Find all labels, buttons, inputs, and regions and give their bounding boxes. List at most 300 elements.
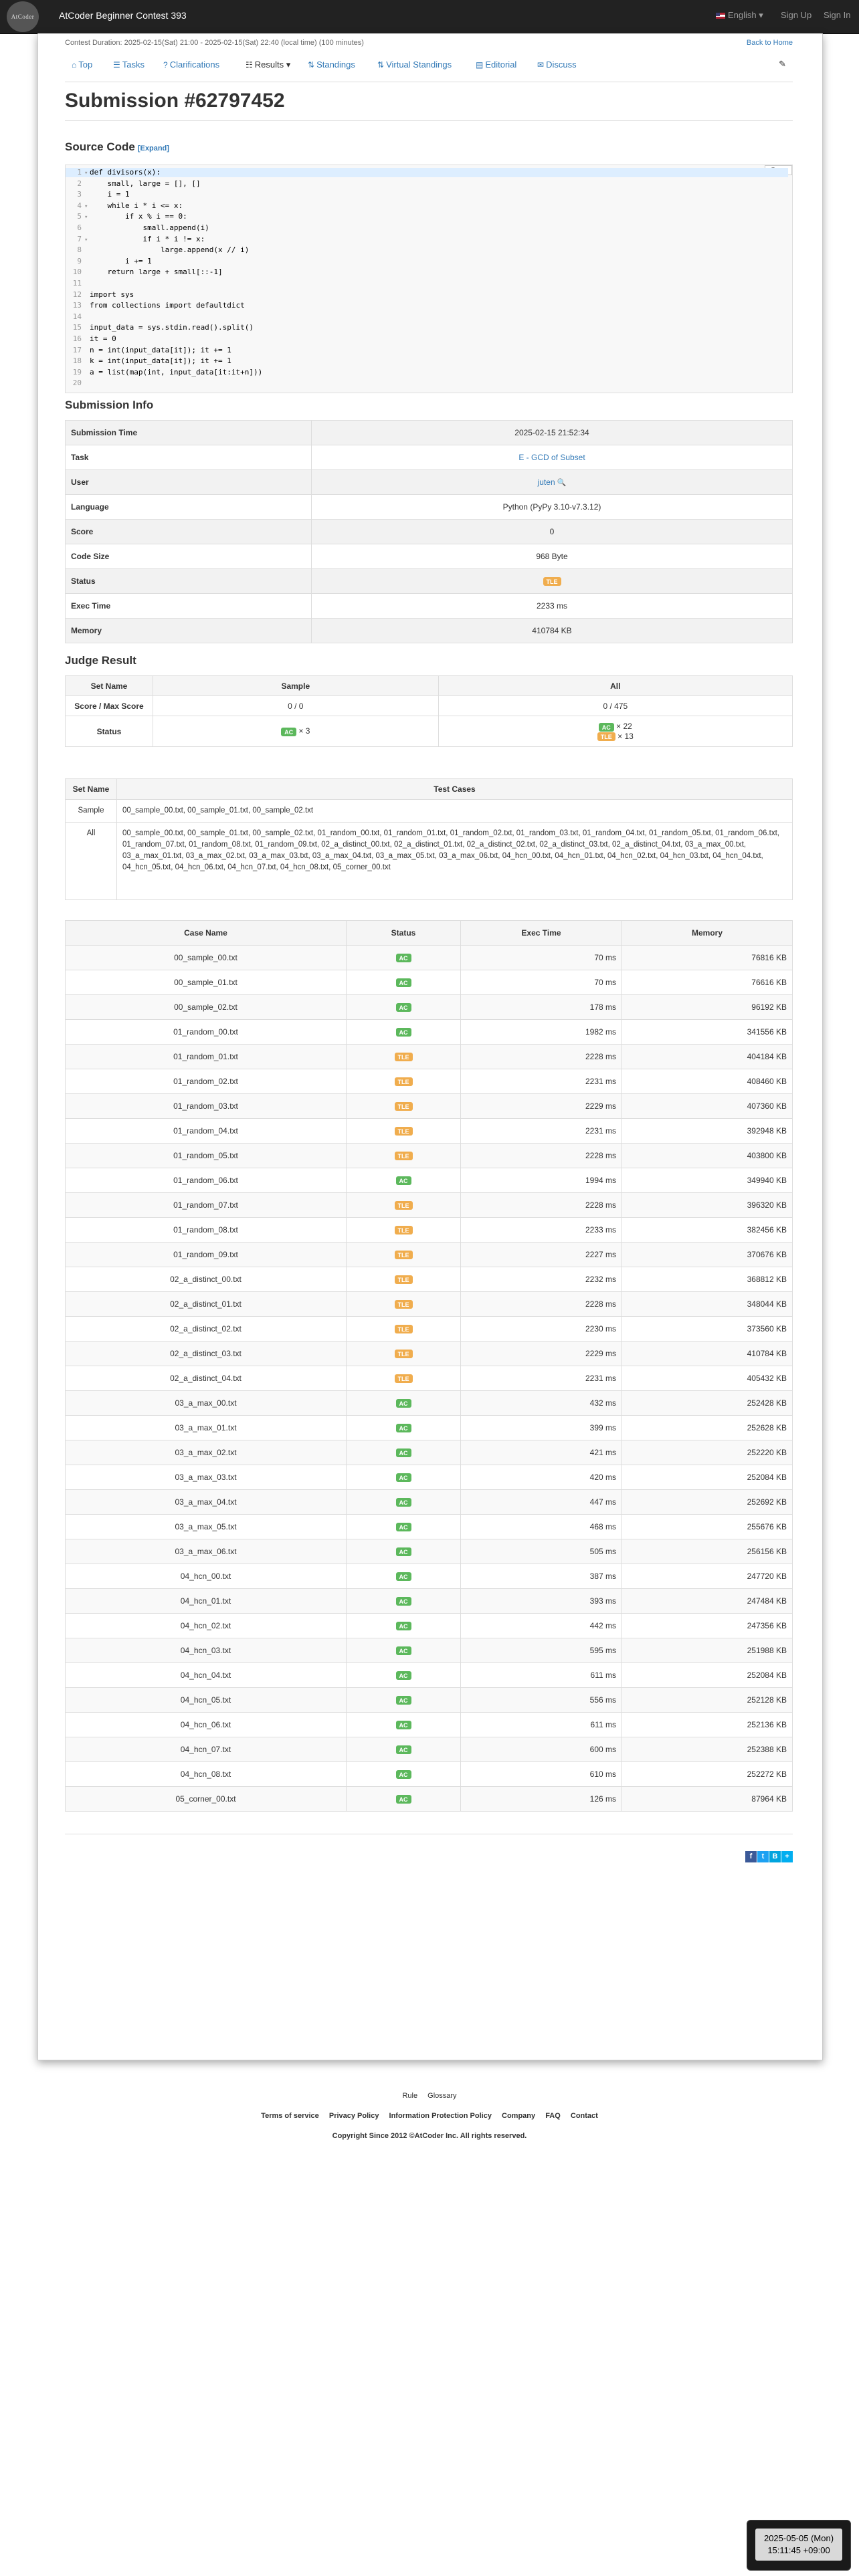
code-line <box>66 346 788 355</box>
case-name: 04_hcn_03.txt <box>66 1638 347 1663</box>
table-row <box>66 1490 793 1515</box>
table-row <box>66 1440 793 1465</box>
line-number: 13 <box>72 301 82 310</box>
status-badge: AC <box>599 723 614 732</box>
footer-link-terms[interactable]: Terms of service <box>261 2112 319 2120</box>
question-icon: ? <box>163 60 168 70</box>
code-text: k = int(input_data[it]); it += 1 <box>90 356 231 366</box>
exec-time: 2228 ms <box>461 1292 622 1317</box>
line-number: 18 <box>72 356 82 366</box>
case-name: 03_a_max_02.txt <box>66 1440 347 1465</box>
status-count: × 3 <box>298 726 310 736</box>
fold-icon[interactable]: ▾ <box>84 236 88 243</box>
table-row <box>66 1787 793 1812</box>
info-row <box>66 619 793 643</box>
case-status <box>347 1787 461 1812</box>
status-badge: AC <box>396 1572 411 1581</box>
code-line <box>66 245 788 255</box>
status-badge: AC <box>396 1003 411 1012</box>
tab-results[interactable]: ☷ Results ▾ <box>246 60 291 70</box>
case-status <box>347 1119 461 1144</box>
score-label: Score / Max Score <box>66 696 153 716</box>
case-status <box>347 1713 461 1737</box>
table-row <box>66 1144 793 1168</box>
sign-in-link[interactable]: Sign In <box>824 10 851 20</box>
footer-link-faq[interactable]: FAQ <box>545 2112 561 2120</box>
memory: 392948 KB <box>622 1119 793 1144</box>
table-row <box>66 946 793 970</box>
search-icon[interactable]: 🔍 <box>555 479 567 487</box>
sort-icon: ⇅ <box>308 60 315 70</box>
hatena-share-icon[interactable]: B <box>769 1851 781 1862</box>
case-status <box>347 995 461 1020</box>
code-line <box>66 301 788 310</box>
line-number: 5 <box>77 212 82 221</box>
fold-icon[interactable]: ▾ <box>84 203 88 210</box>
case-status <box>347 1663 461 1688</box>
status-badge: TLE <box>395 1077 413 1086</box>
status-badge: TLE <box>395 1053 413 1061</box>
info-value: Python (PyPy 3.10-v7.3.12) <box>312 495 793 520</box>
case-name: 04_hcn_00.txt <box>66 1564 347 1589</box>
exec-time: 505 ms <box>461 1539 622 1564</box>
case-name: 01_random_06.txt <box>66 1168 347 1193</box>
exec-time: 421 ms <box>461 1440 622 1465</box>
footer-link-glossary[interactable]: Glossary <box>427 2092 457 2100</box>
case-status <box>347 946 461 970</box>
table-row <box>66 1713 793 1737</box>
pin-icon[interactable]: ✎ <box>779 59 786 69</box>
status-badge: AC <box>396 1770 411 1779</box>
status-badge: AC <box>396 1696 411 1705</box>
info-value: 968 Byte <box>312 544 793 569</box>
info-label: Exec Time <box>66 594 312 619</box>
memory: 341556 KB <box>622 1020 793 1045</box>
info-label: Score <box>66 520 312 544</box>
share-buttons <box>745 1850 793 1862</box>
code-text: while i * i <= x: <box>90 201 183 210</box>
test-case-sets-table <box>65 778 793 900</box>
contest-title-link[interactable]: AtCoder Beginner Contest 393 <box>59 10 187 21</box>
status-badge: TLE <box>395 1251 413 1259</box>
all-score: 0 / 475 <box>438 696 792 716</box>
case-name: 04_hcn_02.txt <box>66 1614 347 1638</box>
case-status <box>347 1391 461 1416</box>
case-status <box>347 1045 461 1069</box>
status-badge: AC <box>396 1448 411 1457</box>
exec-time: 1982 ms <box>461 1020 622 1045</box>
status-badge: AC <box>396 1795 411 1804</box>
exec-time: 2228 ms <box>461 1045 622 1069</box>
code-line <box>66 356 788 366</box>
code-text: import sys <box>90 290 134 299</box>
status-count: × 22 <box>616 722 632 732</box>
fold-icon[interactable]: ▾ <box>84 214 88 221</box>
line-number: 19 <box>72 367 82 377</box>
exec-time: 70 ms <box>461 970 622 995</box>
code-line <box>66 290 788 300</box>
user-link[interactable]: juten <box>537 477 555 487</box>
case-name: 03_a_max_06.txt <box>66 1539 347 1564</box>
exec-time: 556 ms <box>461 1688 622 1713</box>
memory: 247720 KB <box>622 1564 793 1589</box>
case-name: 01_random_01.txt <box>66 1045 347 1069</box>
case-status <box>347 970 461 995</box>
exec-time: 70 ms <box>461 946 622 970</box>
date-text: 2025-05-05 (Mon) <box>763 2533 834 2543</box>
line-number: 4 <box>77 201 82 210</box>
case-name: 01_random_03.txt <box>66 1094 347 1119</box>
twitter-share-icon[interactable]: t <box>757 1851 769 1862</box>
add-share-icon[interactable]: + <box>781 1851 793 1862</box>
case-name: 01_random_07.txt <box>66 1193 347 1218</box>
line-number: 17 <box>72 345 82 354</box>
code-text: small, large = [], [] <box>90 179 201 188</box>
memory: 252272 KB <box>622 1762 793 1787</box>
code-text: small.append(i) <box>90 223 209 232</box>
memory: 252388 KB <box>622 1737 793 1762</box>
memory: 348044 KB <box>622 1292 793 1317</box>
memory: 407360 KB <box>622 1094 793 1119</box>
line-number: 14 <box>72 312 82 321</box>
table-row <box>66 970 793 995</box>
footer-link-rule[interactable]: Rule <box>402 2092 418 2100</box>
line-number: 9 <box>77 256 82 265</box>
time-text: 15:11:45 +09:00 <box>767 2545 830 2555</box>
code-line <box>66 212 788 221</box>
case-status <box>347 1144 461 1168</box>
exec-time: 2229 ms <box>461 1094 622 1119</box>
divider <box>65 120 793 121</box>
case-status <box>347 1638 461 1663</box>
footer-link-contact[interactable]: Contact <box>570 2112 598 2120</box>
exec-time: 2231 ms <box>461 1366 622 1391</box>
case-name: 02_a_distinct_04.txt <box>66 1366 347 1391</box>
table-row <box>66 1317 793 1341</box>
info-value <box>312 569 793 594</box>
status-badge: AC <box>396 1646 411 1655</box>
code-text: return large + small[::-1] <box>90 267 223 277</box>
memory: 349940 KB <box>622 1168 793 1193</box>
memory: 405432 KB <box>622 1366 793 1391</box>
table-row <box>66 1341 793 1366</box>
memory: 382456 KB <box>622 1218 793 1243</box>
copyright: Copyright Since 2012 ©AtCoder Inc. All rights reserved. <box>332 2132 527 2140</box>
exec-time: 420 ms <box>461 1465 622 1490</box>
case-status <box>347 1218 461 1243</box>
code-line <box>66 257 788 266</box>
memory: 404184 KB <box>622 1045 793 1069</box>
code-text: i = 1 <box>90 190 130 199</box>
exec-time: 611 ms <box>461 1663 622 1688</box>
exec-time: 2232 ms <box>461 1267 622 1292</box>
info-label: Memory <box>66 619 312 643</box>
tab-virtual-standings[interactable]: ⇅ Virtual Standings <box>377 60 452 70</box>
line-number: 12 <box>72 290 82 299</box>
case-status <box>347 1366 461 1391</box>
case-status <box>347 1440 461 1465</box>
time-display <box>755 2529 842 2561</box>
case-name: 04_hcn_06.txt <box>66 1713 347 1737</box>
case-status <box>347 1737 461 1762</box>
case-name: 02_a_distinct_01.txt <box>66 1292 347 1317</box>
line-number: 10 <box>72 267 82 277</box>
case-name: 01_random_02.txt <box>66 1069 347 1094</box>
source-code-heading: Source Code [Expand] <box>65 140 169 153</box>
case-name: 01_random_08.txt <box>66 1218 347 1243</box>
exec-time: 468 ms <box>461 1515 622 1539</box>
info-row <box>66 421 793 445</box>
code-text: large.append(x // i) <box>90 245 250 255</box>
status-badge: TLE <box>395 1152 413 1160</box>
case-status <box>347 1762 461 1787</box>
memory: 403800 KB <box>622 1144 793 1168</box>
memory: 368812 KB <box>622 1267 793 1292</box>
case-status <box>347 1614 461 1638</box>
table-header: All <box>438 676 792 696</box>
exec-time: 126 ms <box>461 1787 622 1812</box>
exec-time: 2231 ms <box>461 1069 622 1094</box>
status-badge: TLE <box>395 1226 413 1235</box>
info-value: 410784 KB <box>312 619 793 643</box>
table-row <box>66 1416 793 1440</box>
memory: 252136 KB <box>622 1713 793 1737</box>
line-number: 15 <box>72 323 82 332</box>
table-row <box>66 1638 793 1663</box>
status-badge: TLE <box>395 1350 413 1358</box>
code-line <box>66 323 788 332</box>
list-icon: ☰ <box>113 60 120 70</box>
exec-time: 2227 ms <box>461 1243 622 1267</box>
case-status <box>347 1267 461 1292</box>
code-text: n = int(input_data[it]); it += 1 <box>90 345 231 354</box>
case-name: 04_hcn_07.txt <box>66 1737 347 1762</box>
exec-time: 2233 ms <box>461 1218 622 1243</box>
status-badge: AC <box>396 1473 411 1482</box>
table-header: Case Name <box>66 921 347 946</box>
status-badge: AC <box>396 1671 411 1680</box>
info-value: 2233 ms <box>312 594 793 619</box>
sort-icon: ⇅ <box>377 60 385 70</box>
code-line <box>66 179 788 189</box>
sample-status <box>153 716 439 747</box>
info-row <box>66 544 793 569</box>
table-header: Exec Time <box>461 921 622 946</box>
sign-up-link[interactable]: Sign Up <box>781 10 812 20</box>
table-row <box>66 1515 793 1539</box>
footer-link-company[interactable]: Company <box>502 2112 536 2120</box>
memory: 396320 KB <box>622 1193 793 1218</box>
exec-time: 611 ms <box>461 1713 622 1737</box>
exec-time: 595 ms <box>461 1638 622 1663</box>
case-name: 04_hcn_05.txt <box>66 1688 347 1713</box>
case-status <box>347 1341 461 1366</box>
status-badge: AC <box>396 1547 411 1556</box>
memory: 410784 KB <box>622 1341 793 1366</box>
status-badge: AC <box>396 1028 411 1037</box>
exec-time: 393 ms <box>461 1589 622 1614</box>
exec-time: 2228 ms <box>461 1193 622 1218</box>
table-row <box>66 1589 793 1614</box>
judge-result-heading: Judge Result <box>65 654 136 667</box>
code-text: from collections import defaultdict <box>90 301 245 310</box>
info-value: 0 <box>312 520 793 544</box>
memory: 76616 KB <box>622 970 793 995</box>
case-status <box>347 1416 461 1440</box>
submission-info-heading: Submission Info <box>65 399 154 411</box>
code-line <box>66 267 788 277</box>
tab-standings[interactable]: ⇅ Standings <box>308 60 355 70</box>
book-icon: ▤ <box>476 60 484 70</box>
info-value <box>312 445 793 470</box>
case-status <box>347 1589 461 1614</box>
case-name: 04_hcn_08.txt <box>66 1762 347 1787</box>
top-navbar <box>0 0 859 34</box>
case-name: 03_a_max_03.txt <box>66 1465 347 1490</box>
case-status <box>347 1243 461 1267</box>
table-row <box>66 1391 793 1416</box>
footer-link-privacy[interactable]: Privacy Policy <box>328 2112 379 2120</box>
submission-info-table <box>65 420 793 643</box>
contest-nav-tabs <box>65 56 793 82</box>
case-name: 03_a_max_00.txt <box>66 1391 347 1416</box>
language-dropdown[interactable]: English ▾ <box>716 10 763 21</box>
line-number: 1 <box>77 168 82 177</box>
memory: 252220 KB <box>622 1440 793 1465</box>
line-number: 11 <box>72 279 82 288</box>
line-number: 8 <box>77 245 82 255</box>
status-label: Status <box>66 716 153 747</box>
case-status <box>347 1539 461 1564</box>
page-title: Submission #62797452 <box>65 90 285 112</box>
memory: 408460 KB <box>622 1069 793 1094</box>
status-badge: AC <box>396 1745 411 1754</box>
table-row <box>66 1292 793 1317</box>
exec-time: 2230 ms <box>461 1317 622 1341</box>
facebook-share-icon[interactable]: f <box>745 1851 757 1862</box>
case-name: 05_corner_00.txt <box>66 1787 347 1812</box>
status-badge: TLE <box>395 1275 413 1284</box>
memory: 252128 KB <box>622 1688 793 1713</box>
set-name: All <box>66 823 117 900</box>
status-badge: TLE <box>543 577 561 586</box>
tab-discuss[interactable]: ✉ Discuss <box>537 60 577 70</box>
table-header: Memory <box>622 921 793 946</box>
status-badge: TLE <box>395 1300 413 1309</box>
code-line <box>66 312 788 322</box>
code-text: a = list(map(int, input_data[it:it+n])) <box>90 367 263 377</box>
tab-tasks[interactable]: ☰ Tasks <box>113 60 145 70</box>
fold-icon[interactable]: ▾ <box>84 170 88 177</box>
info-label: Language <box>66 495 312 520</box>
all-status <box>438 716 792 747</box>
exec-time: 1994 ms <box>461 1168 622 1193</box>
line-number: 6 <box>77 223 82 232</box>
table-row <box>66 1045 793 1069</box>
case-name: 02_a_distinct_02.txt <box>66 1317 347 1341</box>
status-badge: AC <box>396 954 411 962</box>
case-name: 01_random_00.txt <box>66 1020 347 1045</box>
exec-time: 442 ms <box>461 1614 622 1638</box>
table-row <box>66 1020 793 1045</box>
case-status <box>347 1094 461 1119</box>
info-label: Code Size <box>66 544 312 569</box>
table-row <box>66 1193 793 1218</box>
tab-top[interactable]: ⌂ Top <box>72 60 93 70</box>
code-line <box>66 379 788 388</box>
exec-time: 2231 ms <box>461 1119 622 1144</box>
code-line <box>66 168 788 177</box>
case-status <box>347 1465 461 1490</box>
table-row <box>66 1168 793 1193</box>
exec-time: 178 ms <box>461 995 622 1020</box>
table-row <box>66 1688 793 1713</box>
case-name: 00_sample_00.txt <box>66 946 347 970</box>
table-row <box>66 1069 793 1094</box>
fixed-time-widget <box>747 2520 851 2571</box>
main-container <box>37 33 823 2060</box>
code-line <box>66 368 788 377</box>
exec-time: 432 ms <box>461 1391 622 1416</box>
exec-time: 2228 ms <box>461 1144 622 1168</box>
memory: 252692 KB <box>622 1490 793 1515</box>
code-line <box>66 223 788 233</box>
expand-link[interactable]: [Expand] <box>137 144 169 152</box>
code-text: if i * i != x: <box>90 234 205 243</box>
atcoder-logo[interactable]: AtCoder <box>7 1 39 32</box>
code-text: i += 1 <box>90 256 152 265</box>
status-badge: AC <box>396 978 411 987</box>
tab-editorial[interactable]: ▤ Editorial <box>476 60 517 70</box>
memory: 96192 KB <box>622 995 793 1020</box>
back-to-home-link[interactable]: Back to Home <box>746 39 793 47</box>
info-row <box>66 495 793 520</box>
tab-clarifications[interactable]: ? Clarifications <box>163 60 220 70</box>
line-number: 20 <box>72 379 82 388</box>
status-badge: AC <box>396 1622 411 1630</box>
case-status <box>347 1069 461 1094</box>
table-row <box>66 1366 793 1391</box>
table-row <box>66 1119 793 1144</box>
info-row <box>66 520 793 544</box>
info-row <box>66 569 793 594</box>
status-badge: TLE <box>395 1325 413 1333</box>
case-name: 02_a_distinct_00.txt <box>66 1267 347 1292</box>
info-label: Status <box>66 569 312 594</box>
table-header: Test Cases <box>117 779 793 800</box>
case-status <box>347 1193 461 1218</box>
status-count: × 13 <box>617 731 634 741</box>
exec-time: 2229 ms <box>461 1341 622 1366</box>
set-cases: 00_sample_00.txt, 00_sample_01.txt, 00_sample_02.txt <box>117 800 793 823</box>
status-badge: AC <box>396 1424 411 1432</box>
exec-time: 387 ms <box>461 1564 622 1589</box>
memory: 247356 KB <box>622 1614 793 1638</box>
code-text: def divisors(x): <box>90 168 161 177</box>
status-badge: AC <box>396 1597 411 1606</box>
comment-icon: ✉ <box>537 60 545 70</box>
memory: 256156 KB <box>622 1539 793 1564</box>
status-badge: TLE <box>395 1374 413 1383</box>
case-name: 01_random_05.txt <box>66 1144 347 1168</box>
status-badge: AC <box>396 1399 411 1408</box>
memory: 252628 KB <box>622 1416 793 1440</box>
memory: 252084 KB <box>622 1663 793 1688</box>
task-link[interactable]: E - GCD of Subset <box>518 453 585 462</box>
footer-link-info-protection[interactable]: Information Protection Policy <box>389 2112 492 2120</box>
table-row <box>66 1614 793 1638</box>
case-name: 04_hcn_04.txt <box>66 1663 347 1688</box>
